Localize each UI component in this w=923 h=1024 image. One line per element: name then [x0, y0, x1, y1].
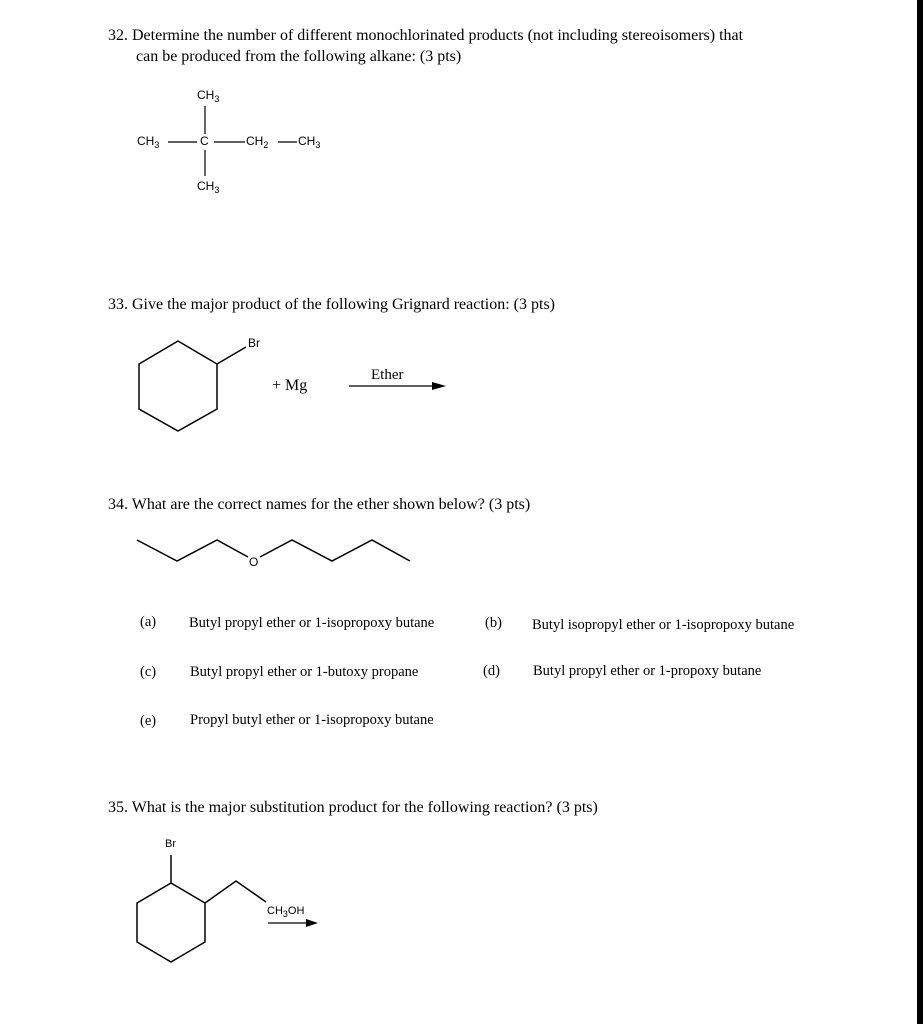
- q32-label-top-ch3: [197, 88, 219, 102]
- q35-ethyl-chain: [205, 881, 266, 903]
- option-d-letter[interactable]: (d): [483, 663, 500, 679]
- q33-bond-br: [217, 347, 246, 364]
- option-b-letter[interactable]: (b): [485, 615, 502, 631]
- question-32-line-1: 32. Determine the number of different monochlorinated products (not including stereoisomers) that: [108, 27, 744, 44]
- q34-right-chain: [260, 540, 410, 561]
- q33-br-label: Br: [248, 336, 260, 350]
- option-a-letter[interactable]: (a): [140, 614, 157, 630]
- q32-label-bottom-ch3: $CH_3$: [197, 179, 220, 195]
- q33-reagent-ether: Ether: [371, 367, 404, 383]
- q32-label-ch2: $CH_2$: [246, 134, 269, 150]
- option-d-text[interactable]: Butyl propyl ether or 1-propoxy butane: [533, 663, 762, 679]
- option-e-letter[interactable]: (e): [140, 713, 157, 729]
- q32-label-right-ch3: $CH_3$: [298, 134, 321, 150]
- option-c-text[interactable]: Butyl propyl ether or 1-butoxy propane: [190, 664, 419, 680]
- q33-plus-mg: + Mg: [272, 377, 308, 394]
- q33-cyclohexane-ring: [139, 341, 217, 431]
- q34-oxygen-label: O: [249, 555, 259, 569]
- question-35: 35. What is the major substitution product for the following reaction? (3 pts): [108, 799, 598, 816]
- q35-br-label: Br: [165, 838, 176, 850]
- q35-cyclohexane-ring: [137, 883, 205, 962]
- q35-arrow-head: [306, 919, 318, 927]
- q34-left-chain: [137, 540, 248, 561]
- label-text: $CH_3$: [197, 88, 220, 104]
- question-33: 33. Give the major product of the following Grignard reaction: (3 pts): [108, 296, 555, 313]
- q32-label-center-c: C: [200, 134, 209, 148]
- option-a-text[interactable]: Butyl propyl ether or 1-isopropoxy butane: [189, 615, 435, 631]
- question-32-line-2: can be produced from the following alkane: (3 pts): [136, 48, 462, 65]
- q35-reagent-ch3oh: $CH_3OH$: [267, 905, 305, 919]
- option-e-text[interactable]: Propyl butyl ether or 1-isopropoxy butane: [190, 712, 434, 728]
- option-c-letter[interactable]: (c): [140, 664, 157, 680]
- q33-arrow-head: [432, 382, 446, 390]
- q32-label-left-ch3: $CH_3$: [137, 134, 160, 150]
- question-34: 34. What are the correct names for the ether shown below? (3 pts): [108, 496, 531, 513]
- option-b-text[interactable]: Butyl isopropyl ether or 1-isopropoxy butane: [532, 617, 795, 633]
